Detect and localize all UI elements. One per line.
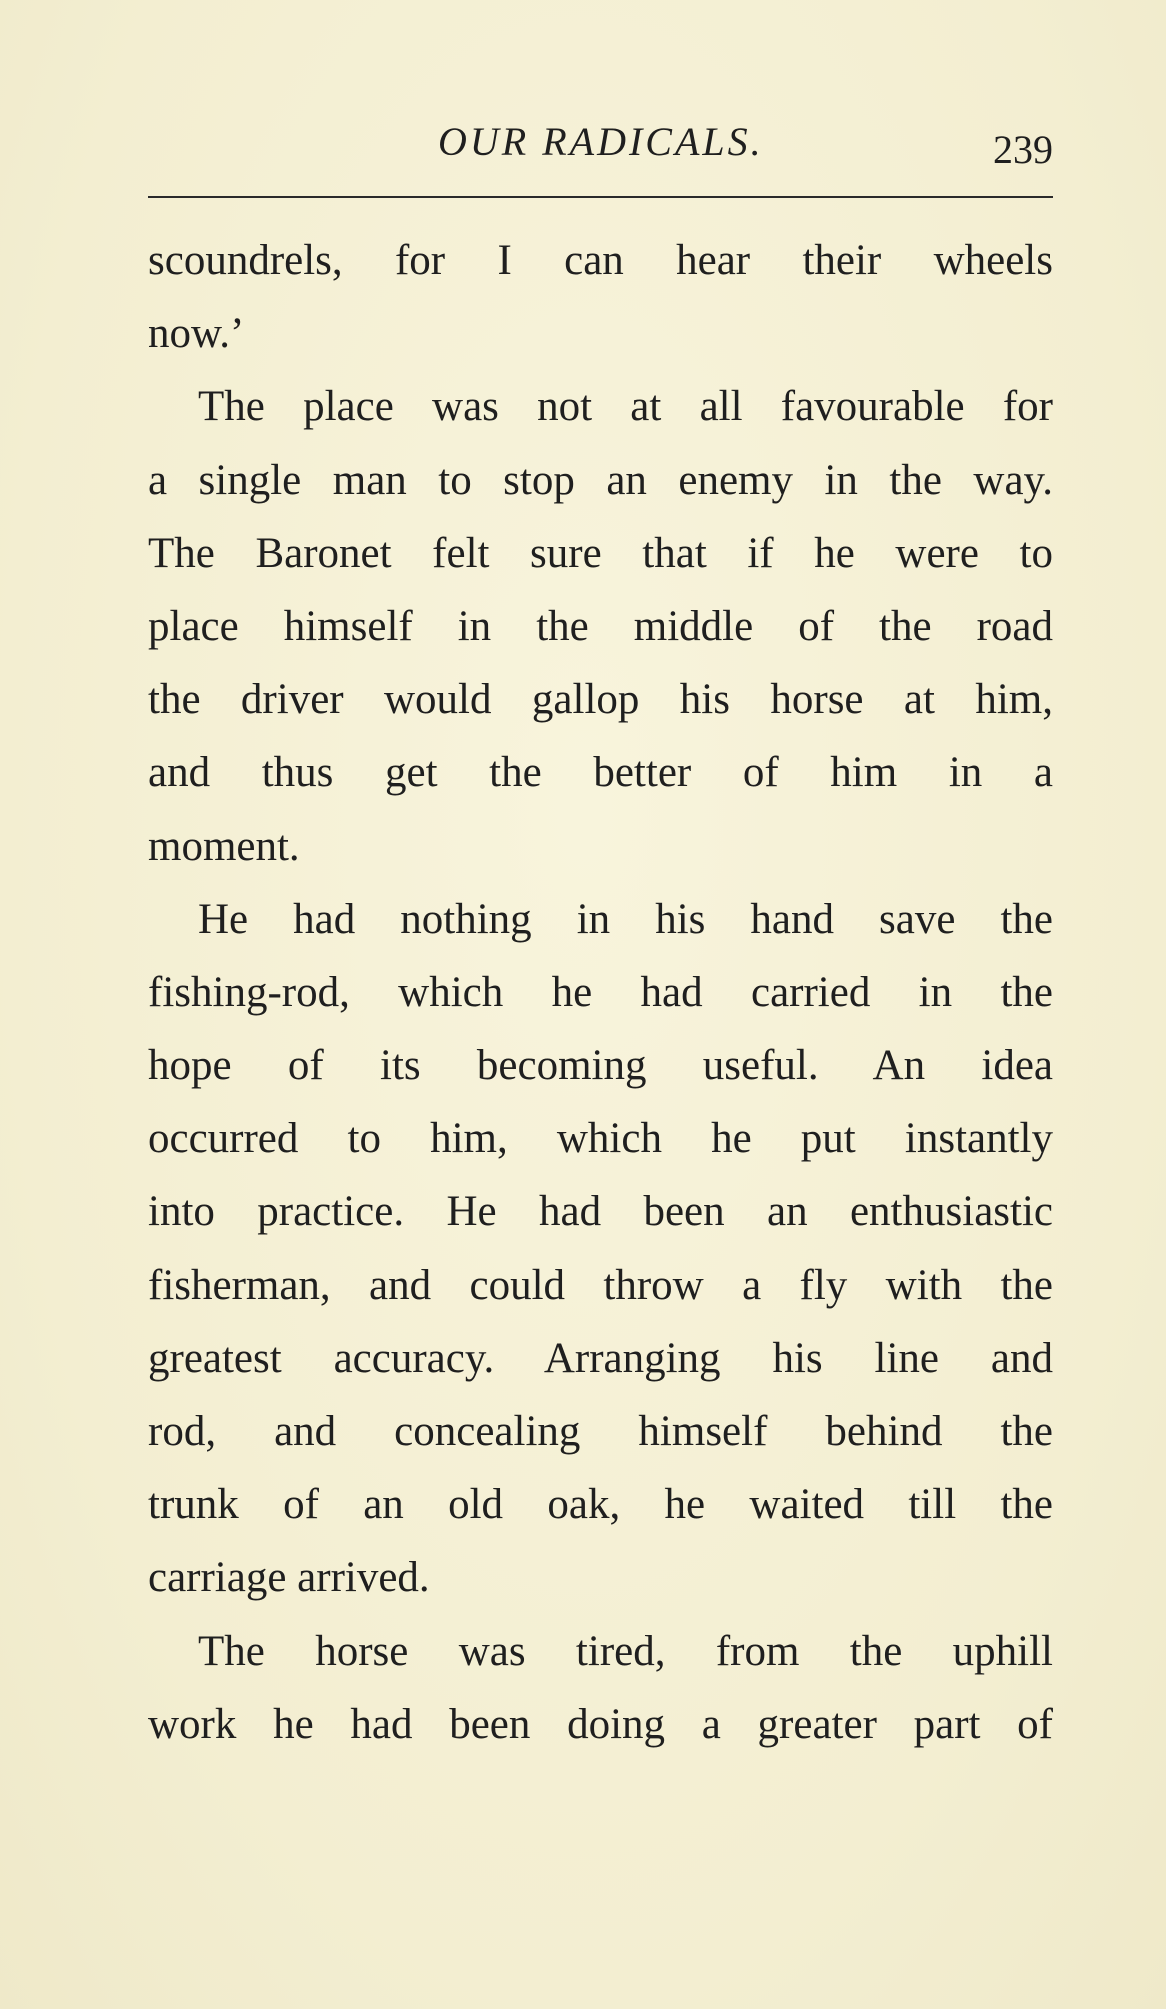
text-line: The place was not at all favourable for	[198, 383, 1053, 431]
text-line: carriage arrived.	[148, 1554, 430, 1602]
text-line: place himself in the middle of the road	[148, 602, 1053, 650]
header-rule	[148, 196, 1053, 198]
text-line: rod, and concealing himself behind the	[148, 1408, 1053, 1455]
text-line: trunk of an old oak, he waited till the	[148, 1481, 1053, 1529]
text-line: a single man to stop an enemy in the way.	[148, 456, 1053, 504]
text-line: moment.	[148, 822, 300, 870]
body-text	[148, 224, 1053, 1761]
running-title: OUR RADICALS.	[438, 119, 764, 164]
text-line: fishing-rod, which he had carried in the	[148, 968, 1053, 1016]
text-line: The horse was tired, from the uphill	[198, 1627, 1053, 1675]
page-header	[148, 118, 1053, 178]
text-line: into practice. He had been an enthusiastic	[148, 1188, 1053, 1236]
text-line: scoundrels, for I can hear their wheels	[148, 237, 1053, 284]
text-line: hope of its becoming useful. An idea	[148, 1042, 1053, 1090]
text-line: now.’	[148, 310, 245, 358]
text-line: He had nothing in his hand save the	[198, 895, 1053, 943]
text-line: the driver would gallop his horse at him,	[148, 676, 1053, 724]
text-line: greatest accuracy. Arranging his line and	[148, 1334, 1053, 1382]
text-line: work he had been doing a greater part of	[148, 1700, 1053, 1748]
text-line: occurred to him, which he put instantly	[148, 1115, 1053, 1163]
page-number: 239	[993, 127, 1053, 172]
text-line: fisherman, and could throw a fly with the	[148, 1261, 1053, 1309]
text-line: and thus get the better of him in a	[148, 749, 1053, 797]
text-line: The Baronet felt sure that if he were to	[148, 529, 1053, 577]
